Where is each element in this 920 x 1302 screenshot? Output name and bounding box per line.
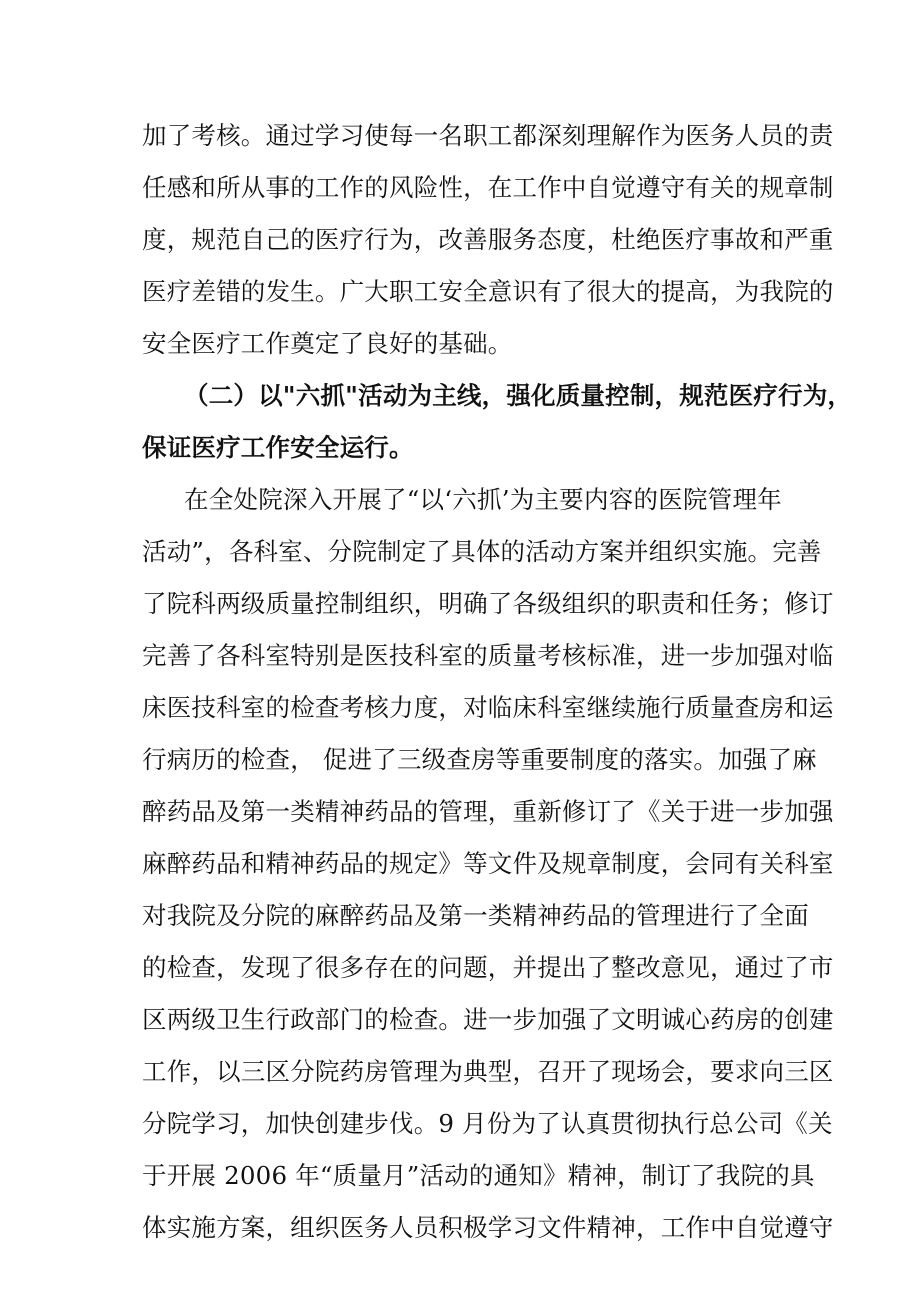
heading-line: （二）以"六抓"活动为主线，强化质量控制，规范医疗行为，	[184, 381, 853, 410]
text-line: 医疗差错的发生。广大职工安全意识有了很大的提高，为我院的	[142, 277, 834, 306]
text-line: 在全处院深入开展了“以‘六抓’为主要内容的医院管理年	[184, 485, 782, 514]
text-line: 工作，以三区分院药房管理为典型，召开了现场会，要求向三区	[142, 1057, 834, 1086]
text-line: 行病历的检查， 促进了三级查房等重要制度的落实。加强了麻	[142, 745, 817, 774]
text-line: 于开展 2006 年“质量月”活动的通知》精神，制订了我院的具	[142, 1161, 815, 1190]
text-line: 分院学习，加快创建步伐。9 月份为了认真贯彻执行总公司《关	[142, 1109, 833, 1138]
text-line: 活动”，各科室、分院制定了具体的活动方案并组织实施。完善	[142, 537, 822, 566]
document-body	[142, 110, 853, 1254]
text-line: 麻醉药品和精神药品的规定》等文件及规章制度，会同有关科室	[142, 849, 834, 878]
heading-line: 保证医疗工作安全运行。	[142, 433, 414, 462]
text-line: 体实施方案，组织医务人员积极学习文件精神，工作中自觉遵守	[142, 1213, 834, 1242]
section-heading	[142, 370, 853, 474]
text-line: 完善了各科室特别是医技科室的质量考核标准，进一步加强对临	[142, 641, 834, 670]
text-line: 度，规范自己的医疗行为，改善服务态度，杜绝医疗事故和严重	[142, 225, 834, 254]
text-line: 加了考核。通过学习使每一名职工都深刻理解作为医务人员的责	[142, 121, 834, 150]
text-line: 醉药品及第一类精神药品的管理，重新修订了《关于进一步加强	[142, 797, 834, 826]
text-line: 的检查，发现了很多存在的问题，并提出了整改意见，通过了市	[142, 953, 834, 982]
text-line: 安全医疗工作奠定了良好的基础。	[142, 329, 513, 358]
text-line: 区两级卫生行政部门的检查。进一步加强了文明诚心药房的创建	[142, 1005, 834, 1034]
text-line: 床医技科室的检查考核力度，对临床科室继续施行质量查房和运	[142, 693, 834, 722]
text-line: 任感和所从事的工作的风险性，在工作中自觉遵守有关的规章制	[142, 173, 834, 202]
paragraph-1	[142, 110, 834, 370]
text-line: 对我院及分院的麻醉药品及第一类精神药品的管理进行了全面	[142, 901, 809, 930]
paragraph-2	[142, 474, 834, 1254]
text-line: 了院科两级质量控制组织，明确了各级组织的职责和任务；修订	[142, 589, 834, 618]
